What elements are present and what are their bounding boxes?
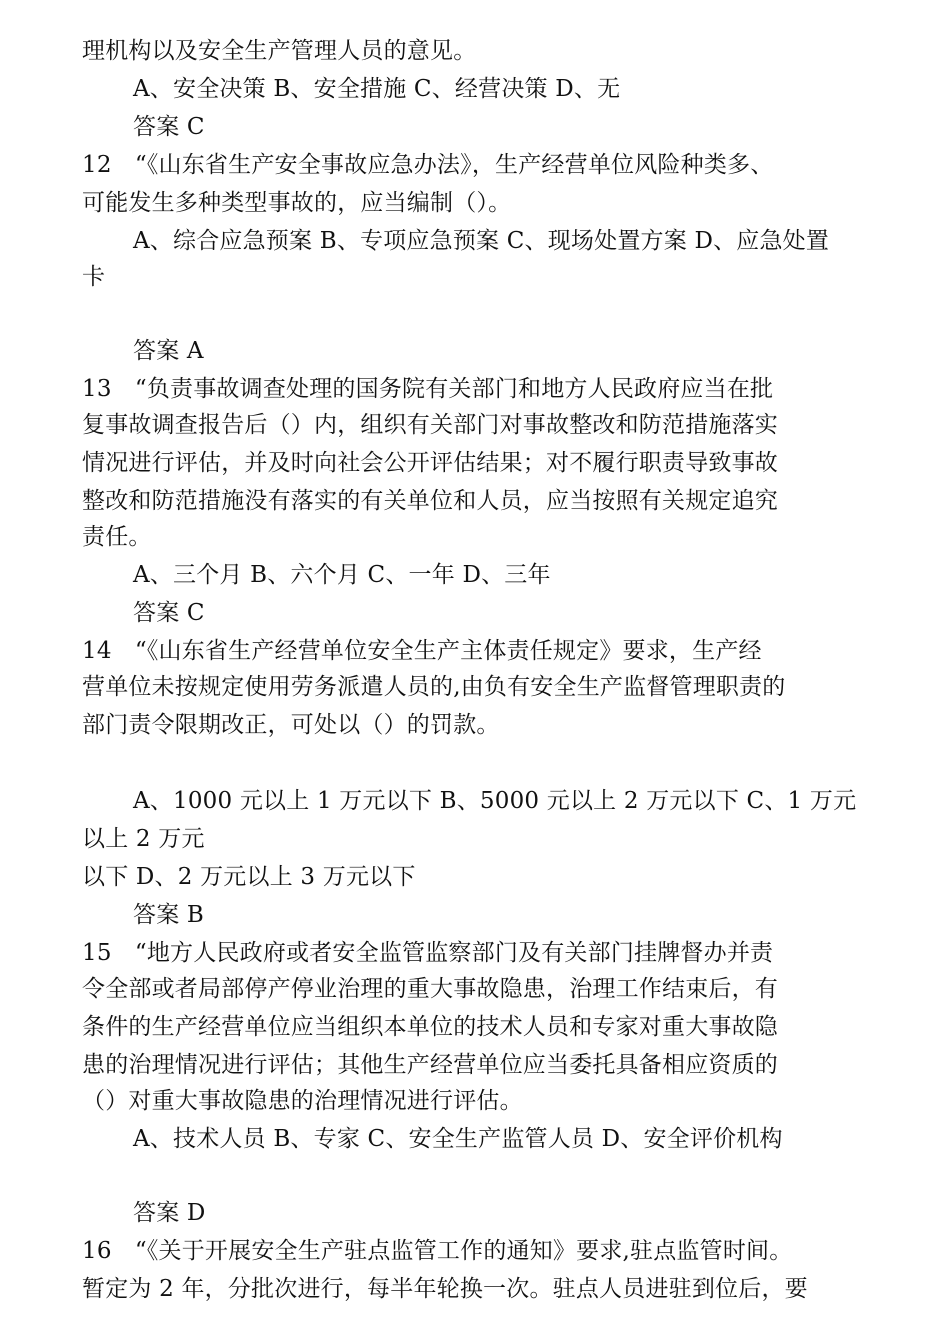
text-line: 答案 C <box>133 114 205 140</box>
text-line: 14 “《山东省生产经营单位安全生产主体责任规定》要求，生产经 <box>82 638 762 664</box>
text-line: 责任。 <box>82 524 152 550</box>
text-line: 答案 A <box>133 338 204 364</box>
text-line: 暂定为 2 年，分批次进行，每半年轮换一次。驻点人员进驻到位后，要 <box>82 1276 808 1302</box>
text-line: 答案 D <box>133 1200 206 1226</box>
text-line: A、综合应急预案 B、专项应急预案 C、现场处置方案 D、应急处置 <box>133 228 830 254</box>
text-line: 可能发生多种类型事故的，应当编制（）。 <box>82 190 512 216</box>
text-line: 部门责令限期改正，可处以（）的罚款。 <box>82 712 500 738</box>
text-line: 条件的生产经营单位应当组织本单位的技术人员和专家对重大事故隐 <box>82 1014 778 1040</box>
text-line: 营单位未按规定使用劳务派遣人员的,由负有安全生产监督管理职责的 <box>82 674 786 700</box>
text-line: 16 “《关于开展安全生产驻点监管工作的通知》要求,驻点监管时间。 <box>82 1238 793 1264</box>
text-line: 以上 2 万元 <box>82 826 205 852</box>
text-line: 答案 B <box>133 902 205 928</box>
text-line: 卡 <box>82 264 106 290</box>
text-line: 整改和防范措施没有落实的有关单位和人员，应当按照有关规定追究 <box>82 488 778 514</box>
text-line: 情况进行评估，并及时向社会公开评估结果；对不履行职责导致事故 <box>82 450 778 476</box>
text-line: 复事故调查报告后（）内，组织有关部门对事故整改和防范措施落实 <box>82 412 778 438</box>
text-line: 15 “地方人民政府或者安全监管监察部门及有关部门挂牌督办并责 <box>82 940 774 966</box>
text-line: A、技术人员 B、专家 C、安全生产监管人员 D、安全评价机构 <box>133 1126 783 1152</box>
text-line: 12 “《山东省生产安全事故应急办法》，生产经营单位风险种类多、 <box>82 152 774 178</box>
text-line: 患的治理情况进行评估；其他生产经营单位应当委托具备相应资质的 <box>82 1052 778 1078</box>
text-line: （）对重大事故隐患的治理情况进行评估。 <box>82 1088 523 1114</box>
text-line: 理机构以及安全生产管理人员的意见。 <box>82 38 477 64</box>
text-line: A、安全决策 B、安全措施 C、经营决策 D、无 <box>133 76 621 102</box>
text-line: A、1000 元以上 1 万元以下 B、5000 元以上 2 万元以下 C、1 万元 <box>133 788 857 814</box>
text-line: 令全部或者局部停产停业治理的重大事故隐患，治理工作结束后，有 <box>82 976 778 1002</box>
text-line: 13 “负责事故调查处理的国务院有关部门和地方人民政府应当在批 <box>82 376 774 402</box>
text-line: 答案 C <box>133 600 205 626</box>
text-line: 以下 D、2 万元以上 3 万元以下 <box>82 864 416 890</box>
text-line: A、三个月 B、六个月 C、一年 D、三年 <box>133 562 551 588</box>
